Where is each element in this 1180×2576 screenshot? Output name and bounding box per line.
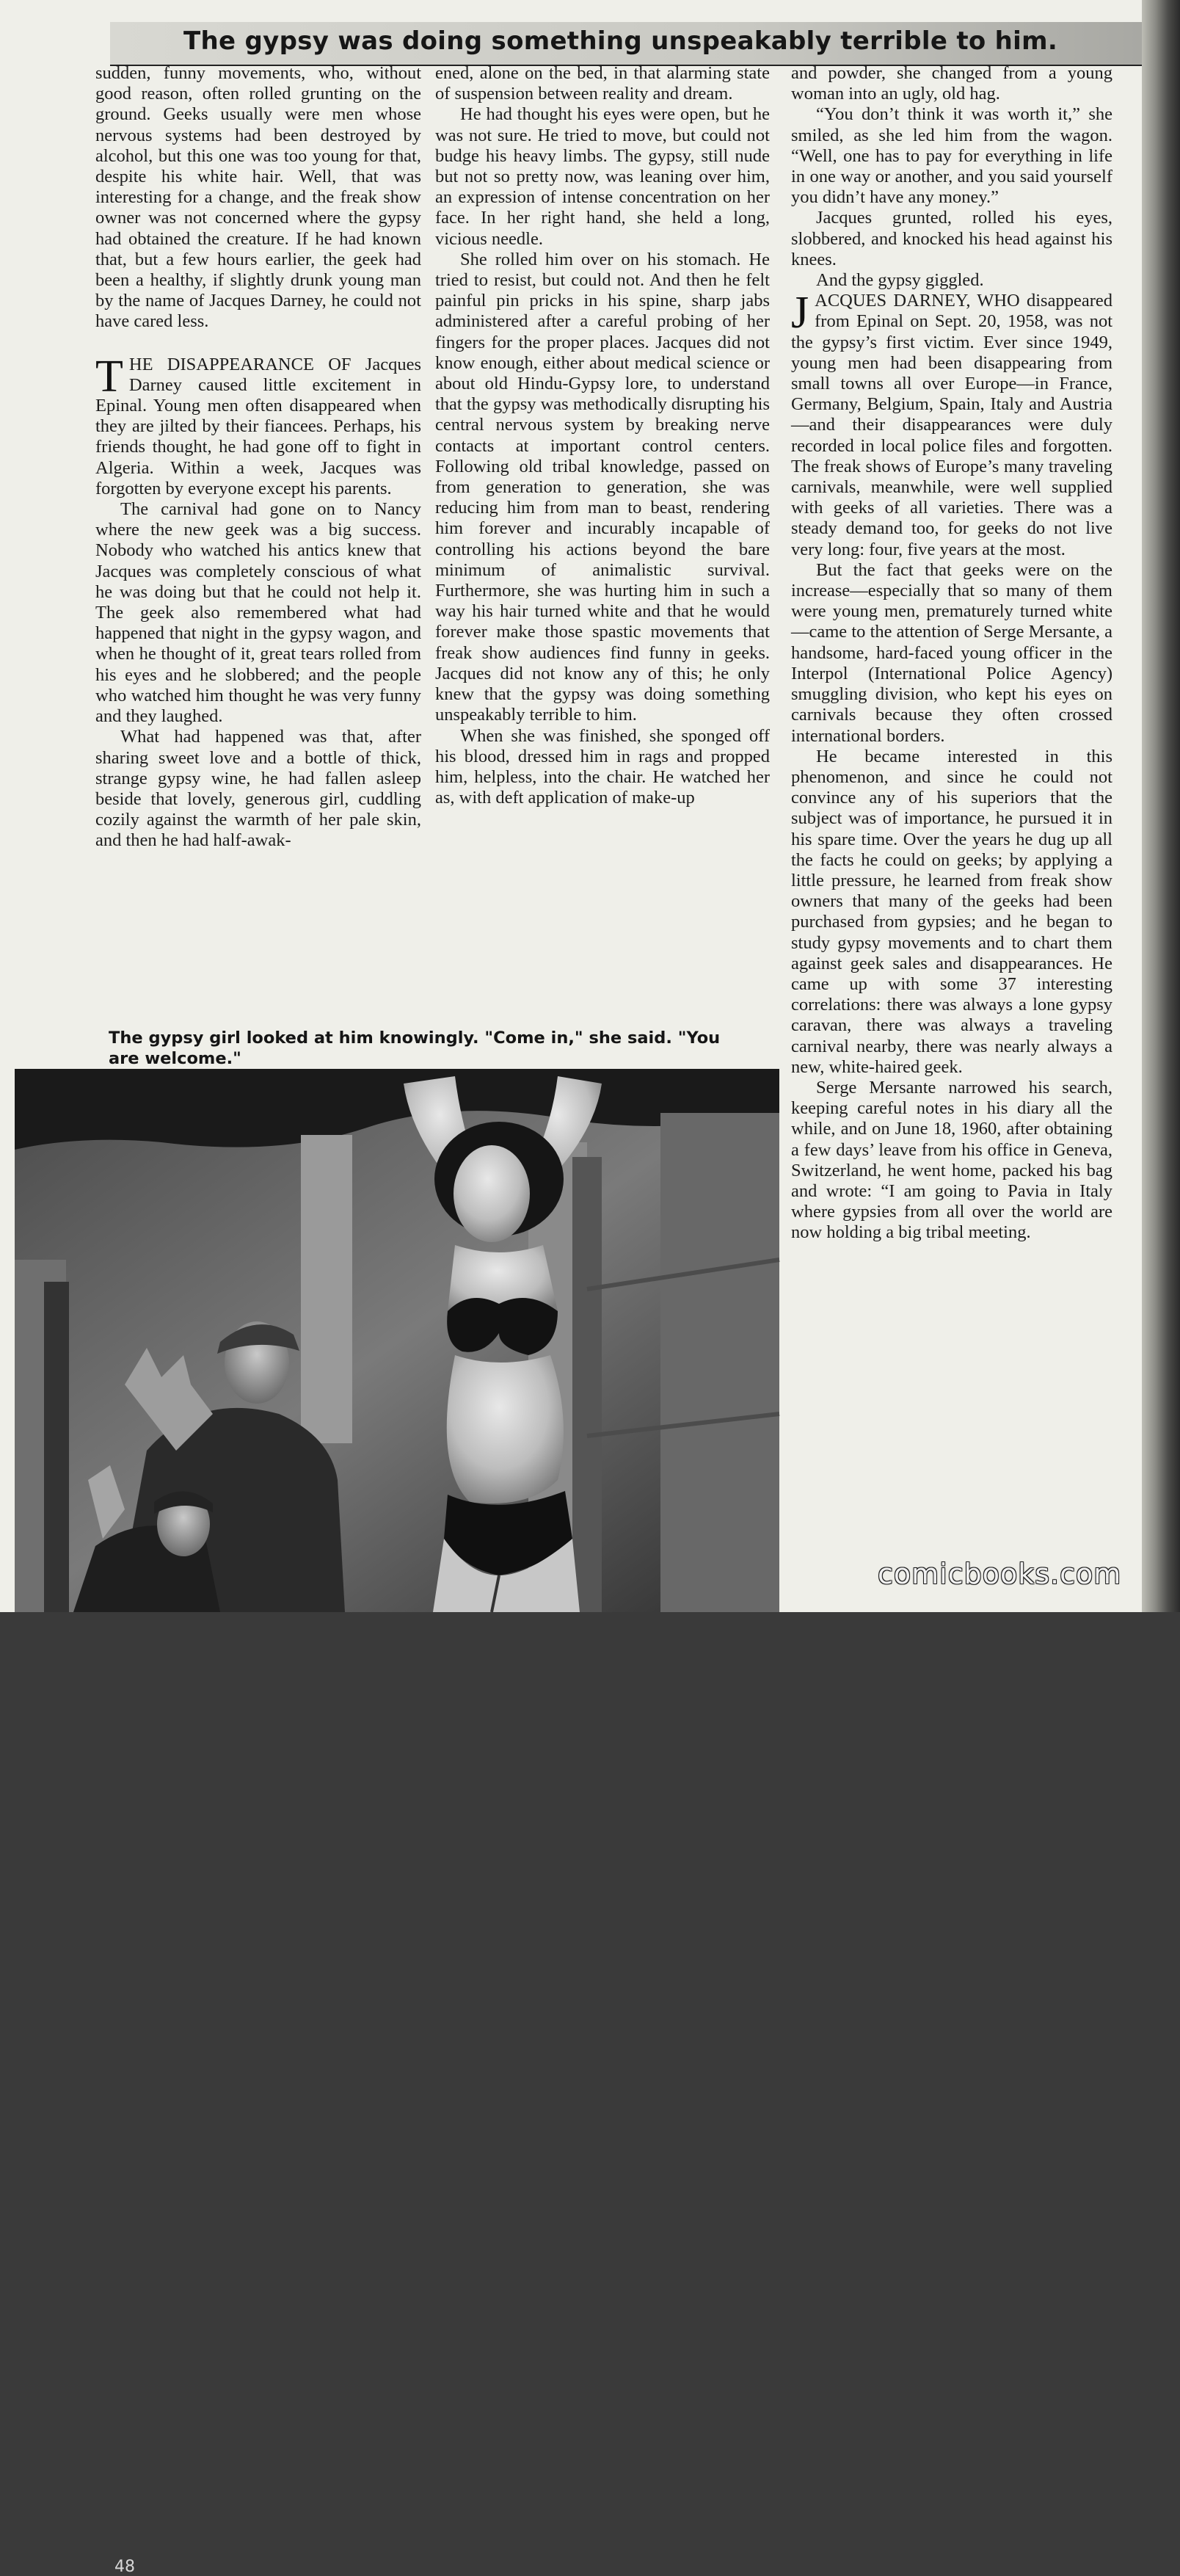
paragraph: What had happened was that, after sharing sweet love and a bottle of thick, strange gypsy wine, he had fallen asleep beside that lovely, generous girl, cuddling cozily against the warmth of her pale skin, and then he had half-awak- <box>95 727 421 851</box>
drop-cap: T <box>95 351 123 402</box>
binding-spine <box>1142 0 1180 1612</box>
paragraph-dropcap <box>95 351 421 499</box>
paragraph: He had thought his eyes were open, but he was not sure. He tried to move, but could not budge his heavy limbs. The gypsy, still nude but not so pretty now, was leaning over him, an expression of intense concentration on her face. In her right hand, she held a long, vicious needle. <box>435 104 770 249</box>
drop-cap: J <box>791 288 809 338</box>
site-watermark: comicbooks.com <box>878 1558 1122 1590</box>
paragraph: But the fact that geeks were on the increase—especially that so many of them were young men, prematurely turned white—came to the attention of Serge Mersante, a handsome, hard-faced young officer in the Interpol (International Police Agency) smuggling division, who kept his eyes on carnivals because they often crossed international borders. <box>791 559 1112 746</box>
paragraph: and powder, she changed from a young woman into an ugly, old hag. <box>791 63 1112 104</box>
paragraph: And the gypsy giggled. <box>816 270 984 291</box>
page-number: 48 <box>114 2558 135 2576</box>
illustration-caption: The gypsy girl looked at him knowingly. "Come in," she said. "You are welcome." <box>109 1028 721 1068</box>
paragraph-dropcap <box>791 288 1112 560</box>
paragraph: sudden, funny movements, who, without good reason, often rolled grunting on the ground. Geeks usually were men whose nervous systems had been destroyed by alcohol, but this one was too young for that, despite his white hair. Well, that was interesting for a change, and the freak show owner was not concerned where the gypsy had obtained the creature. If he had known that, but a few hours earlier, the geek had been a healthy, if slightly drunk young man by the name of Jacques Darney, he could not have cared less. <box>95 63 421 332</box>
paragraph: The carnival had gone on to Nancy where the new geek was a big success. Nobody who watched his antics knew that Jacques was completely conscious of what he was doing but that he could not help it. The geek also remembered what had happened that night in the gypsy wagon, and when he thought of it, great tears rolled from his eyes and he slobbered; and the people who watched him thought he was very funny and they laughed. <box>95 499 421 727</box>
text-column-3 <box>791 63 1112 1244</box>
lead-in-smallcaps: HE DISAPPEARANCE OF <box>128 354 352 374</box>
paragraph: Serge Mersante narrowed his search, keeping careful notes in his diary all the while, and on June 18, 1960, after obtaining a few days’ leave from his office in Geneva, Switzerland, he went home, packed his bag and wrote: “I am going to Pavia in Italy where gypsies from all over the world are now holding a big tribal meeting. <box>791 1077 1112 1243</box>
lead-in-smallcaps: ACQUES DARNEY, WHO <box>815 291 1020 311</box>
text-column-2 <box>435 63 770 808</box>
text-column-1 <box>95 63 421 852</box>
paragraph: ened, alone on the bed, in that alarming state of suspension between reality and dream. <box>435 63 770 104</box>
illustration <box>15 1069 779 2576</box>
paragraph: Jacques grunted, rolled his eyes, slobbered, and knocked his head against his knees. <box>791 208 1112 269</box>
paragraph: She rolled him over on his stomach. He tried to resist, but could not. And then he felt painful pin pricks in his spine, sharp jabs administered after a careful probing of her fingers for the proper places. Jacques did not know enough, either about medical science or about old Hindu-Gypsy lore, to understand that the gypsy was methodically disrupting his central nervous system by breaking nerve contacts at important control centers. Following old tribal knowledge, passed on from generation to generation, she was reducing him from man to beast, rendering him forever and incurably incapable of controlling his actions beyond the bare minimum of animalistic survival. Furthermore, she was hurting him in such a way his hair turned white and that he would forever make those spastic movements that freak show audiences find funny in geeks. Jacques did not know any of this; he only knew that the gypsy was doing something unspeakably terrible to him. <box>435 249 770 725</box>
paragraph: When she was finished, she sponged off his blood, dressed him in rags and propped him, helpless, into the chair. He watched her as, with deft application of make-up <box>435 725 770 808</box>
paragraph-text: Jacques Darney caused little excitement in Epinal. Young men often disappeared when they are jilted by their fiancees. Perhaps, his friends thought, he had gone off to fight in Algeria. Within a week, Jacques was forgotten by everyone except his parents. <box>95 354 421 498</box>
illustration-artwork <box>15 1069 779 1612</box>
headline: The gypsy was doing something unspeakably terrible to him. <box>183 26 1058 56</box>
headline-banner <box>110 22 1152 66</box>
paragraph-text: disappeared from Epinal on Sept. 20, 1958, was not the gypsy’s first victim. Ever since 1949, young men had been disappearing from small towns all over Europe—in France, Germany, Belgium, Spain, Italy and Austria—and their disappearances were duly recorded in local police files and forgotten. The freak shows of Europe’s many traveling carnivals, meanwhile, were well supplied with geeks of all varieties. There was a steady demand too, for geeks do not live very long: four, five years at the most. <box>791 291 1112 559</box>
paragraph: “You don’t think it was worth it,” she smiled, as she led him from the wagon. “Well, one has to pay for everything in life in one way or another, and you said yourself you didn’t have any money.” <box>791 104 1112 208</box>
paragraph: He became interested in this phenomenon, and since he could not convince any of his superiors that the subject was of importance, he pursued it in his spare time. Over the years he dug up all the facts he could on geeks; by applying a little pressure, he learned from freak show owners that many of the geeks had been purchased from gypsies; and he began to study gypsy movements and to chart them against geek sales and disappearances. He came up with some 37 interesting correlations: there was always a lone gypsy caravan, there was always a traveling carnival nearby, there was nearly always a new, white-haired geek. <box>791 746 1112 1077</box>
